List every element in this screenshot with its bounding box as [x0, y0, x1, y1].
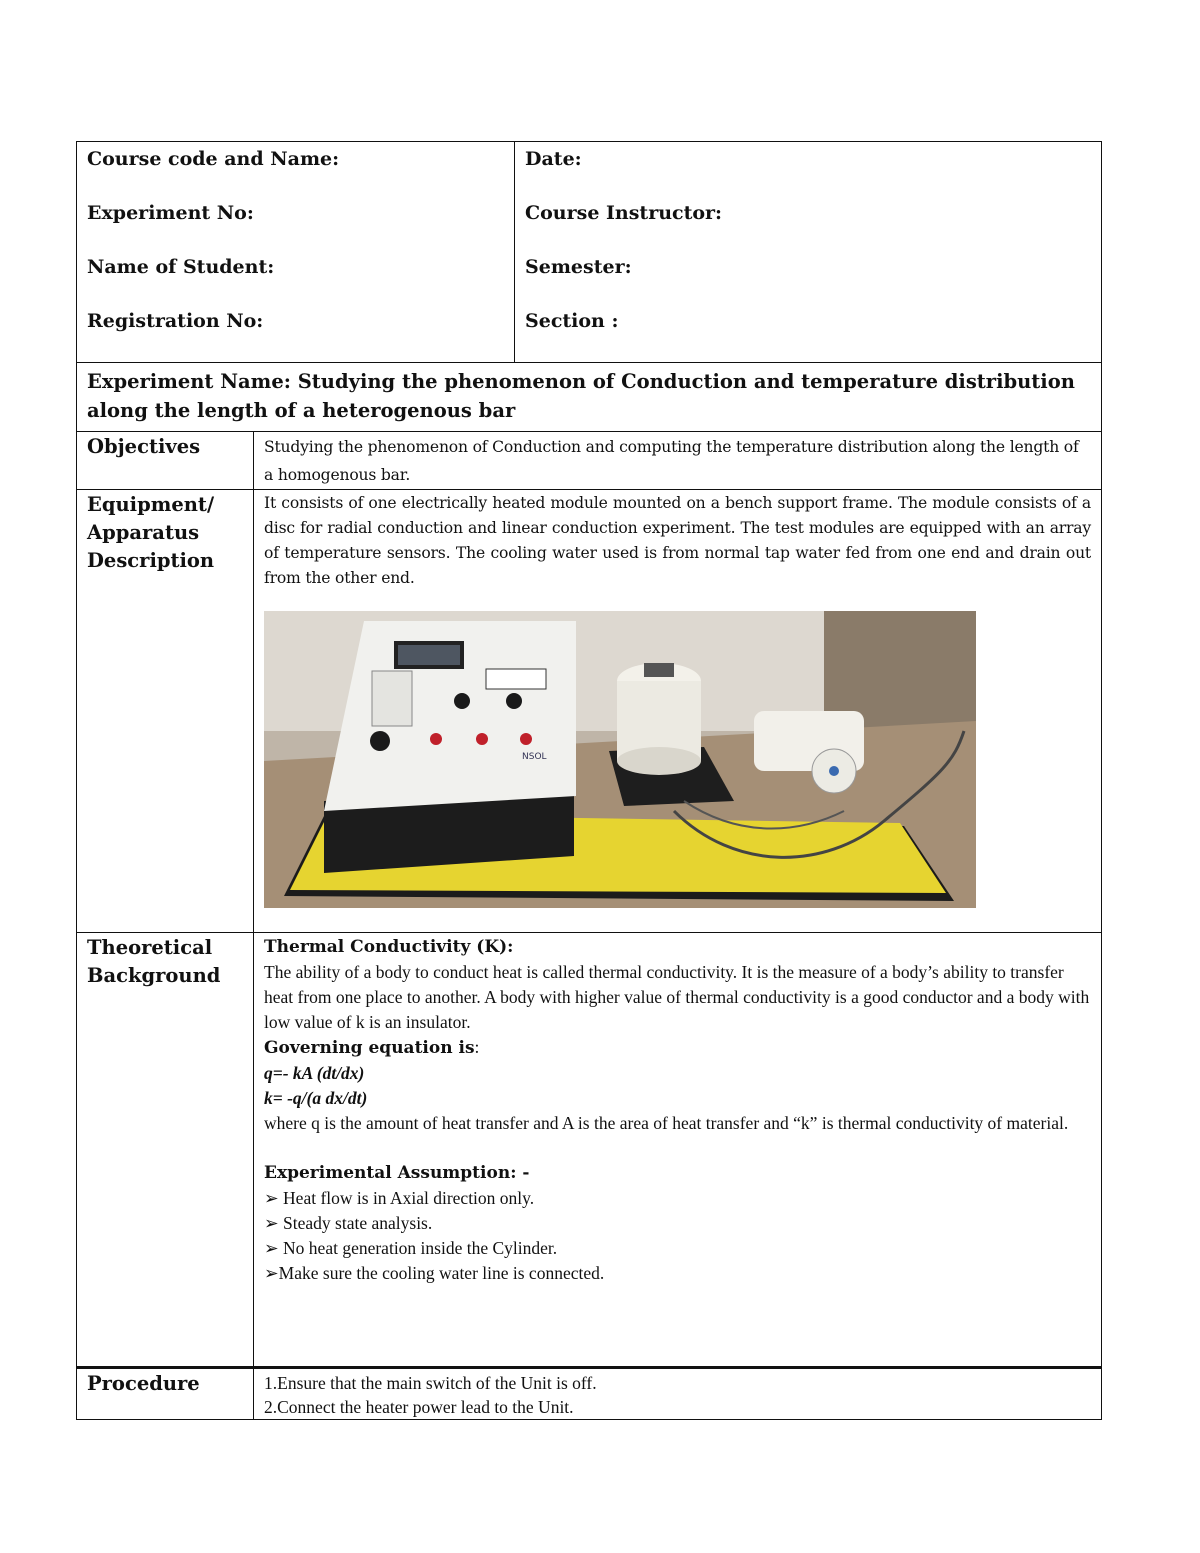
- theory-content: [254, 933, 1102, 1368]
- experiment-name: Experiment Name: Studying the phenomenon of Conduction and temperature distribution along the length of a heterogenous bar: [77, 363, 1102, 432]
- assumption-item: ➢ No heat generation inside the Cylinder.: [264, 1238, 558, 1258]
- thermal-conductivity-heading: Thermal Conductivity (K):: [264, 937, 514, 957]
- procedure-content: [254, 1368, 1102, 1420]
- section-label: Section :: [525, 310, 619, 332]
- theory-label-line1: Theoretical: [87, 936, 213, 959]
- theory-label: [77, 933, 254, 1368]
- equipment-label: [77, 490, 254, 933]
- header-right-cell: [515, 142, 1102, 363]
- header-row: [77, 142, 1102, 363]
- equation-explanation: where q is the amount of heat transfer and A is the area of heat transfer and “k” is thermal conductivity of material.: [264, 1113, 1069, 1133]
- theory-row: [77, 933, 1102, 1368]
- lab-report-sheet: [76, 141, 1101, 1420]
- governing-equation-line: [264, 1035, 1091, 1061]
- experiment-no-label: Experiment No:: [87, 202, 254, 224]
- theory-label-line2: Background: [87, 964, 221, 987]
- lab-report-table: [76, 141, 1102, 1420]
- course-code-label: Course code and Name:: [87, 148, 340, 170]
- governing-equation-colon: :: [474, 1037, 480, 1057]
- procedure-row: [77, 1368, 1102, 1420]
- semester-label: Semester:: [525, 256, 632, 278]
- procedure-label: Procedure: [77, 1368, 254, 1420]
- apparatus-photo: [264, 611, 976, 908]
- procedure-step: 2.Connect the heater power lead to the Unit.: [264, 1397, 574, 1417]
- governing-equation-heading: Governing equation is: [264, 1038, 475, 1058]
- equipment-label-line3: Description: [87, 549, 215, 572]
- equation-heat-flow: q=- kA (dt/dx): [264, 1063, 365, 1083]
- equipment-label-line2: Apparatus: [87, 521, 200, 544]
- photo-brand-label: NSOL: [522, 752, 547, 762]
- equipment-row: [77, 490, 1102, 933]
- header-left-cell: [77, 142, 515, 363]
- instructor-label: Course Instructor:: [525, 202, 723, 224]
- equipment-label-line1: Equipment/: [87, 493, 215, 516]
- equipment-content: [254, 490, 1102, 933]
- equation-conductivity: k= -q/(a dx/dt): [264, 1088, 368, 1108]
- date-label: Date:: [525, 148, 582, 170]
- assumption-item: ➢ Steady state analysis.: [264, 1213, 433, 1233]
- objectives-label: Objectives: [77, 432, 254, 490]
- equipment-text: It consists of one electrically heated module mounted on a bench support frame. The module consists of a disc for radial conduction and linear conduction experiment. The test modules are equipped with an array of temperature sensors. The cooling water used is from normal tap water fed from one end and drain out from the other end.: [264, 494, 1092, 587]
- experiment-name-row: [77, 363, 1102, 432]
- assumption-item: ➢ Heat flow is in Axial direction only.: [264, 1188, 535, 1208]
- objectives-row: [77, 432, 1102, 490]
- thermal-conductivity-text: The ability of a body to conduct heat is called thermal conductivity. It is the measure of a body’s ability to transfer heat from one place to another. A body with higher value of thermal conductivity is a good conductor and a body with low value of k is an insulator.: [264, 962, 1090, 1032]
- student-name-label: Name of Student:: [87, 256, 275, 278]
- procedure-step: 1.Ensure that the main switch of the Unit is off.: [264, 1373, 597, 1393]
- assumption-heading: Experimental Assumption: -: [264, 1163, 530, 1183]
- objectives-text: Studying the phenomenon of Conduction and computing the temperature distribution along the length of a homogenous bar.: [254, 432, 1102, 490]
- registration-no-label: Registration No:: [87, 310, 264, 332]
- assumption-item: ➢Make sure the cooling water line is connected.: [264, 1263, 605, 1283]
